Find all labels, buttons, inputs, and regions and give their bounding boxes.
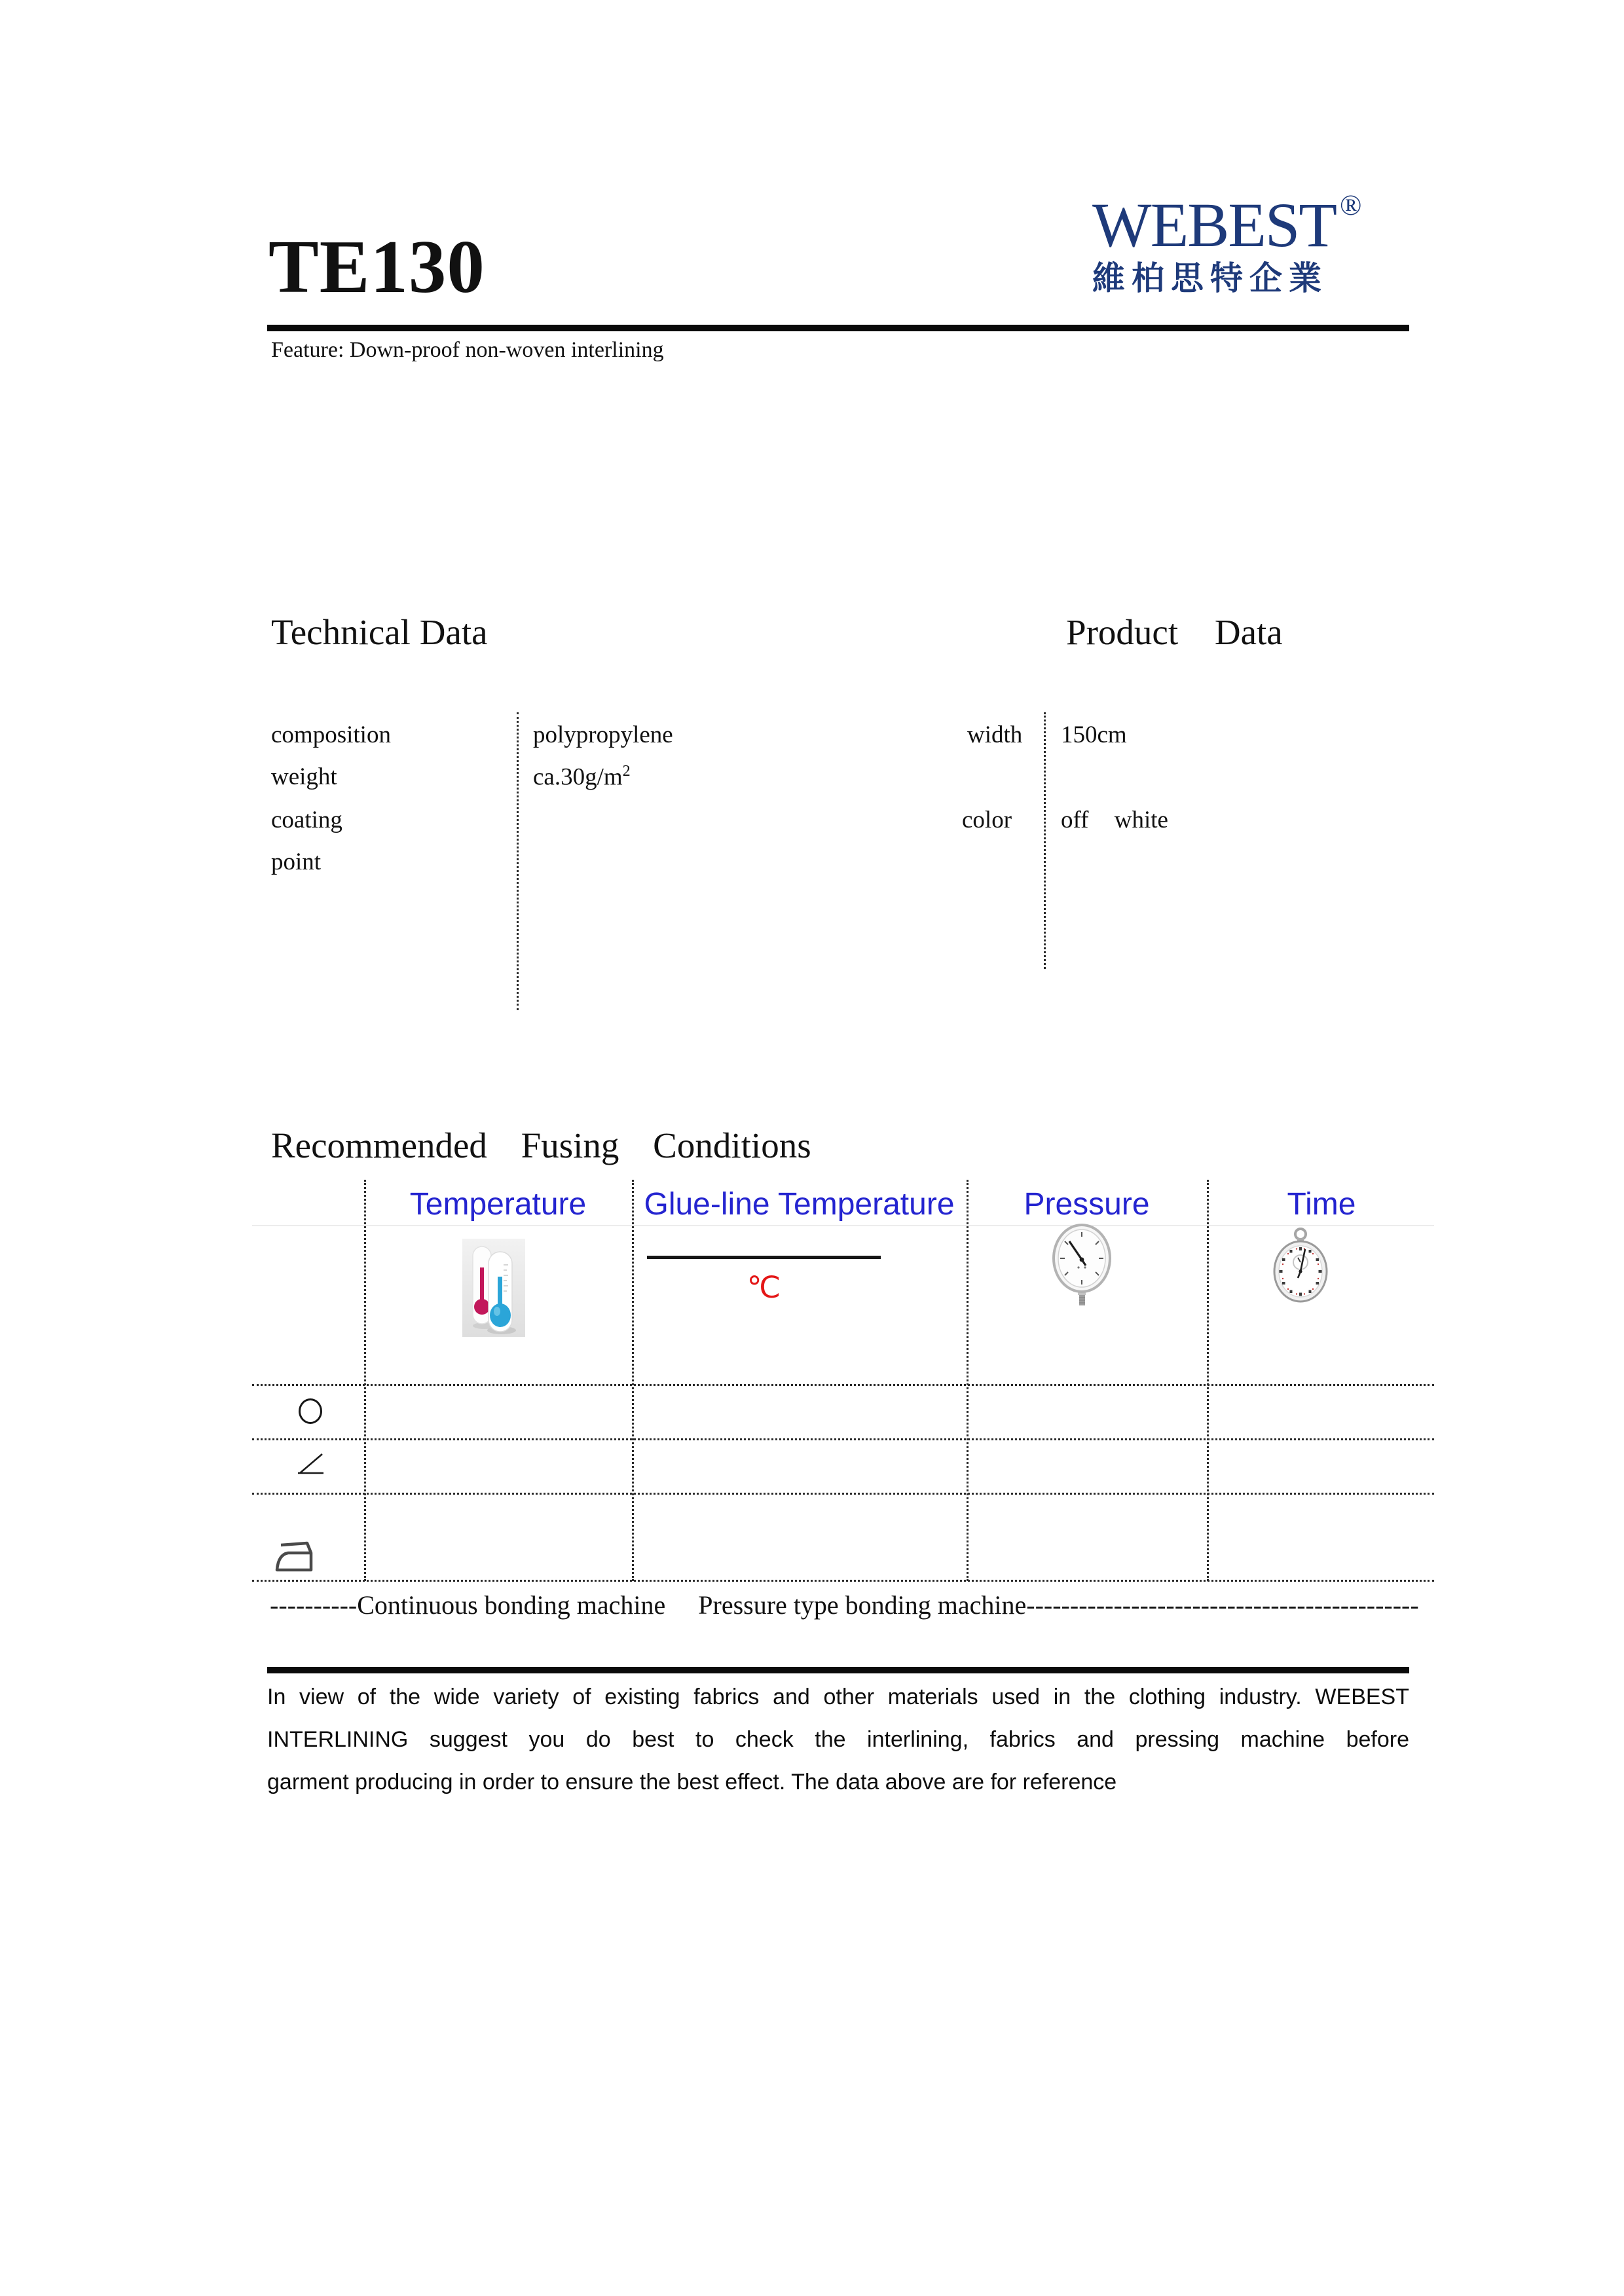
value-weight-base: ca.30g/m bbox=[533, 763, 623, 791]
technical-data-heading: Technical Data bbox=[271, 612, 488, 652]
value-width: 150cm bbox=[1061, 721, 1127, 748]
fusing-conditions-heading: Recommended Fusing Conditions bbox=[271, 1125, 811, 1165]
fusing-table-vline-3 bbox=[967, 1180, 969, 1581]
footer-note-line-1: In view of the wide variety of existing fabrics and other materials used in the clothing industry. WEBEST bbox=[267, 1685, 1409, 1709]
title-divider-rule bbox=[267, 325, 1409, 331]
column-header-glue-line-temperature: Glue-line Temperature bbox=[644, 1187, 955, 1222]
page-title: TE130 bbox=[268, 225, 485, 308]
fusing-table-vline-2 bbox=[632, 1180, 634, 1581]
company-logo bbox=[1092, 191, 1400, 297]
fusing-table-hline-2 bbox=[252, 1438, 1434, 1440]
footer-note bbox=[267, 1676, 1409, 1804]
value-weight bbox=[533, 763, 631, 789]
angle-symbol-icon bbox=[296, 1452, 326, 1480]
fusing-table-vline-4 bbox=[1207, 1180, 1209, 1581]
logo-chinese-text: 維柏思特企業 bbox=[1092, 260, 1328, 297]
value-composition: polypropylene bbox=[533, 721, 673, 748]
iron-symbol-icon bbox=[272, 1537, 316, 1577]
fusing-header-faint-line bbox=[252, 1225, 1434, 1226]
product-data-heading: Product Data bbox=[1066, 612, 1283, 652]
glue-line-blank-underline bbox=[647, 1256, 881, 1259]
technical-data-divider-left bbox=[517, 712, 519, 1010]
registered-trademark-icon: ® bbox=[1339, 189, 1362, 221]
logo-brand-text bbox=[1092, 189, 1400, 260]
bonding-machines-caption: ----------Continuous bonding machine Pressure type bonding machine--------------------------------------------- bbox=[270, 1590, 1419, 1620]
label-composition: composition bbox=[271, 721, 391, 748]
feature-line: Feature: Down-proof non-woven interlining bbox=[271, 338, 664, 362]
label-color: color bbox=[962, 807, 1012, 833]
thermometer-icon bbox=[462, 1239, 525, 1340]
celsius-unit: ℃ bbox=[747, 1271, 781, 1304]
footer-note-line-2: INTERLINING suggest you do best to check the interlining, fabrics and pressing machine before bbox=[267, 1727, 1409, 1752]
technical-data-divider-right bbox=[1044, 712, 1046, 969]
label-weight: weight bbox=[271, 763, 337, 790]
fusing-table-hline-3 bbox=[252, 1493, 1434, 1495]
stopwatch-icon bbox=[1268, 1227, 1333, 1307]
footer-divider-rule bbox=[267, 1667, 1409, 1673]
value-weight-sup: 2 bbox=[622, 763, 631, 780]
column-header-temperature: Temperature bbox=[409, 1187, 587, 1222]
value-color: off white bbox=[1061, 807, 1168, 833]
circle-symbol-icon bbox=[299, 1398, 322, 1424]
footer-note-line-3: garment producing in order to ensure the best effect. The data above are for reference bbox=[267, 1770, 1117, 1795]
label-width: width bbox=[967, 721, 1023, 748]
fusing-table-hline-4 bbox=[252, 1580, 1434, 1582]
fusing-table-vline-1 bbox=[364, 1180, 366, 1581]
column-header-time: Time bbox=[1287, 1187, 1356, 1222]
label-point: point bbox=[271, 848, 322, 875]
label-coating: coating bbox=[271, 807, 342, 833]
fusing-table-hline-1 bbox=[252, 1384, 1434, 1386]
column-header-pressure: Pressure bbox=[1024, 1187, 1150, 1222]
pressure-gauge-icon bbox=[1049, 1222, 1115, 1313]
logo-brand-word: WEBEST bbox=[1092, 190, 1336, 260]
